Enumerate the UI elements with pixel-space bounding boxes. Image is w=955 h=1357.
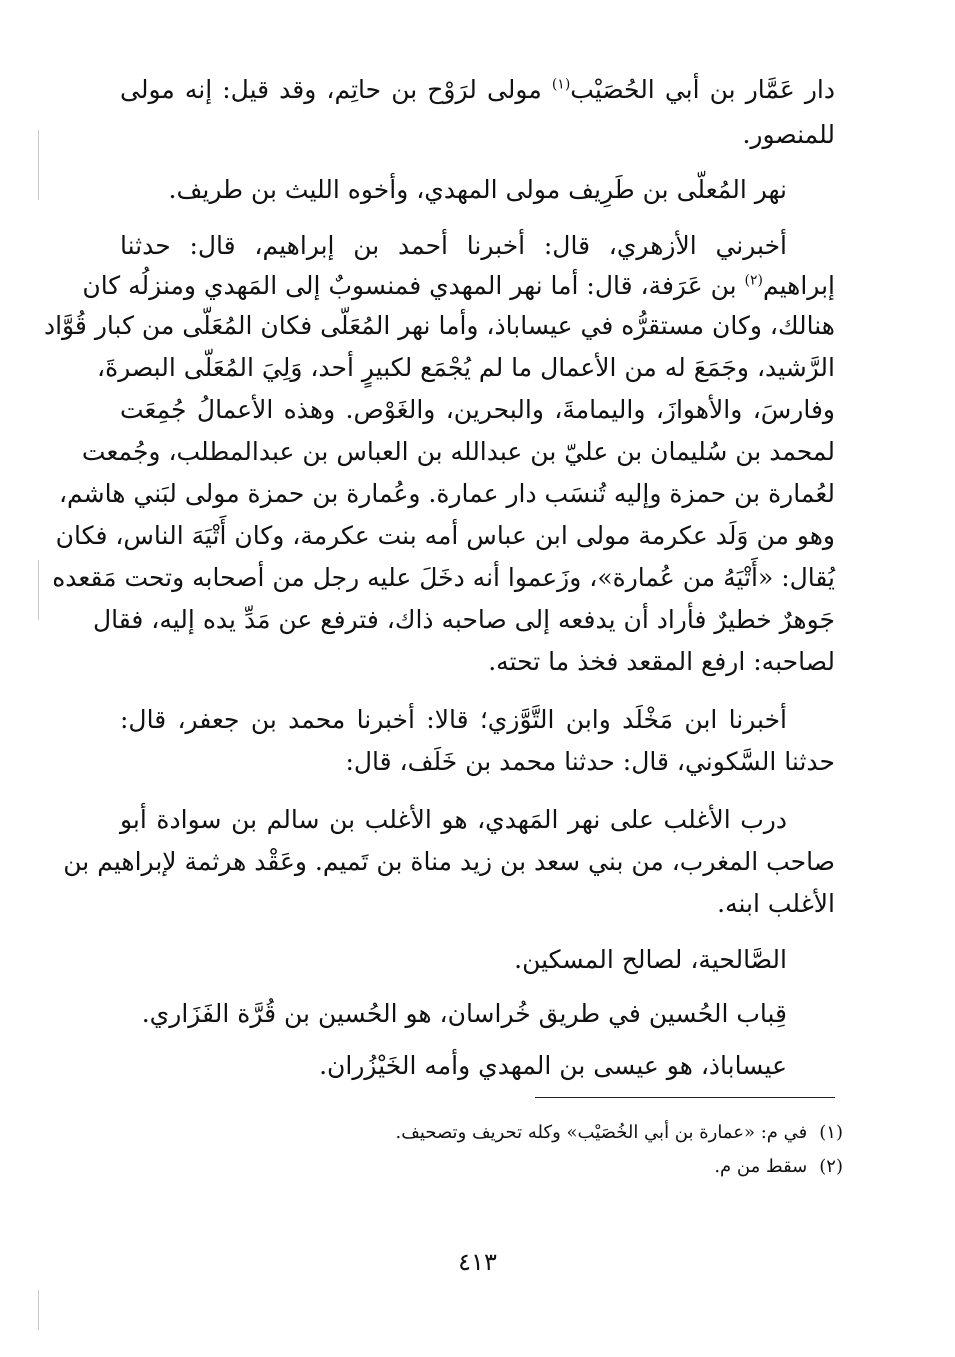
text-line: الرَّشيد، وجَمَعَ له من الأعمال ما لم يُجْمَع لكبيرٍ أحد، وَلِيَ المُعَلّى البصرةَ،	[97, 353, 835, 382]
text-line: الأغلب ابنه.	[717, 889, 835, 918]
text-line: أخبرني الأزهري، قال: أخبرنا أحمد بن إبراهيم، قال: حدثنا	[120, 231, 787, 260]
text-line: حدثنا السَّكوني، قال: حدثنا محمد بن خَلَف، قال:	[345, 747, 835, 776]
text-line: نهر المُعلّى بن طَرِيف مولى المهدي، وأخوه الليث بن طريف.	[168, 175, 787, 204]
text-line: لعُمارة بن حمزة وإليه تُنسَب دار عمارة. وعُمارة بن حمزة مولى لبَني هاشم،	[58, 479, 835, 508]
text-line: لصاحبه: ارفع المقعد فخذ ما تحته.	[488, 647, 835, 676]
footnote	[123, 1152, 843, 1182]
text-line: الصَّالحية، لصالح المسكين.	[514, 945, 787, 974]
text-line: هنالك، وكان مستقرُّه في عيساباذ، وأما نهر المُعَلّى فكان المُعَلّى من كبار قُوَّاد	[43, 311, 835, 340]
text-line: جَوهرٌ خطيرٌ فأراد أن يدفعه إلى صاحبه ذاك، فترفع عن مَدِّ يده إليه، فقال	[92, 605, 835, 634]
text-line: وفارسَ، والأهوازَ، واليمامةَ، والبحرين، والغَوْص. وهذه الأعمالُ جُمِعَت	[120, 395, 835, 424]
text-line: لمحمد بن سُليمان بن عليّ بن عبدالله بن العباس بن عبدالمطلب، وجُمعت	[81, 437, 835, 466]
scan-edge-mark	[38, 1290, 39, 1330]
text-line: قِباب الحُسين في طريق خُراسان، هو الحُسين بن قُرَّة الفَزَاري.	[141, 999, 787, 1028]
text-line: دار عَمَّار بن أبي الحُصَيْب$^{(١)}$ مولى لرَوْح بن حاتِم، وقد قيل: إنه مولى	[120, 75, 836, 104]
text-line: وهو من وَلَد عكرمة مولى ابن عباس أمه بنت عكرمة، وكان أَتْيَهَ الناس، فكان	[55, 521, 835, 550]
text-line: يُقال: «أَتْيَهُ من عُمارة»، وزَعموا أنه دخَلَ عليه رجل من أصحابه وتحت مَقعده	[52, 563, 835, 592]
text-line: أخبرنا ابن مَخْلَد وابن التَّوَّزي؛ قالا: أخبرنا محمد بن جعفر، قال:	[120, 705, 787, 734]
scan-edge-mark	[38, 130, 39, 200]
footnote-text: في م: «عمارة بن أبي الخُصَيْب» وكله تحريف وتصحيف.	[395, 1122, 808, 1143]
footnote-number: (١)	[819, 1122, 843, 1143]
text-line: عيساباذ، هو عيسى بن المهدي وأمه الخَيْزُران.	[319, 1051, 787, 1080]
text-line: إبراهيم$^{(٢)}$ بن عَرَفة، قال: أما نهر المهدي فمنسوبٌ إلى المَهدي ومنزلُه كان	[82, 271, 835, 300]
text-line: للمنصور.	[742, 120, 835, 149]
footnote-ref: (٢)	[744, 272, 763, 289]
footnote	[123, 1118, 843, 1148]
scan-edge-mark	[38, 560, 39, 620]
page-number: ٤١٣	[458, 1248, 497, 1276]
text-line: صاحب المغرب، من بني سعد بن زيد مناة بن تَميم. وعَقْد هرثمة لإبراهيم بن	[63, 847, 835, 876]
text-line: درب الأغلب على نهر المَهدي، هو الأغلب بن سالم بن سوادة أبو	[120, 805, 787, 834]
footnote-ref: (١)	[551, 76, 571, 93]
footnote-text: سقط من م.	[714, 1156, 808, 1177]
footnote-divider	[535, 1097, 835, 1098]
footnote-number: (٢)	[819, 1156, 843, 1177]
